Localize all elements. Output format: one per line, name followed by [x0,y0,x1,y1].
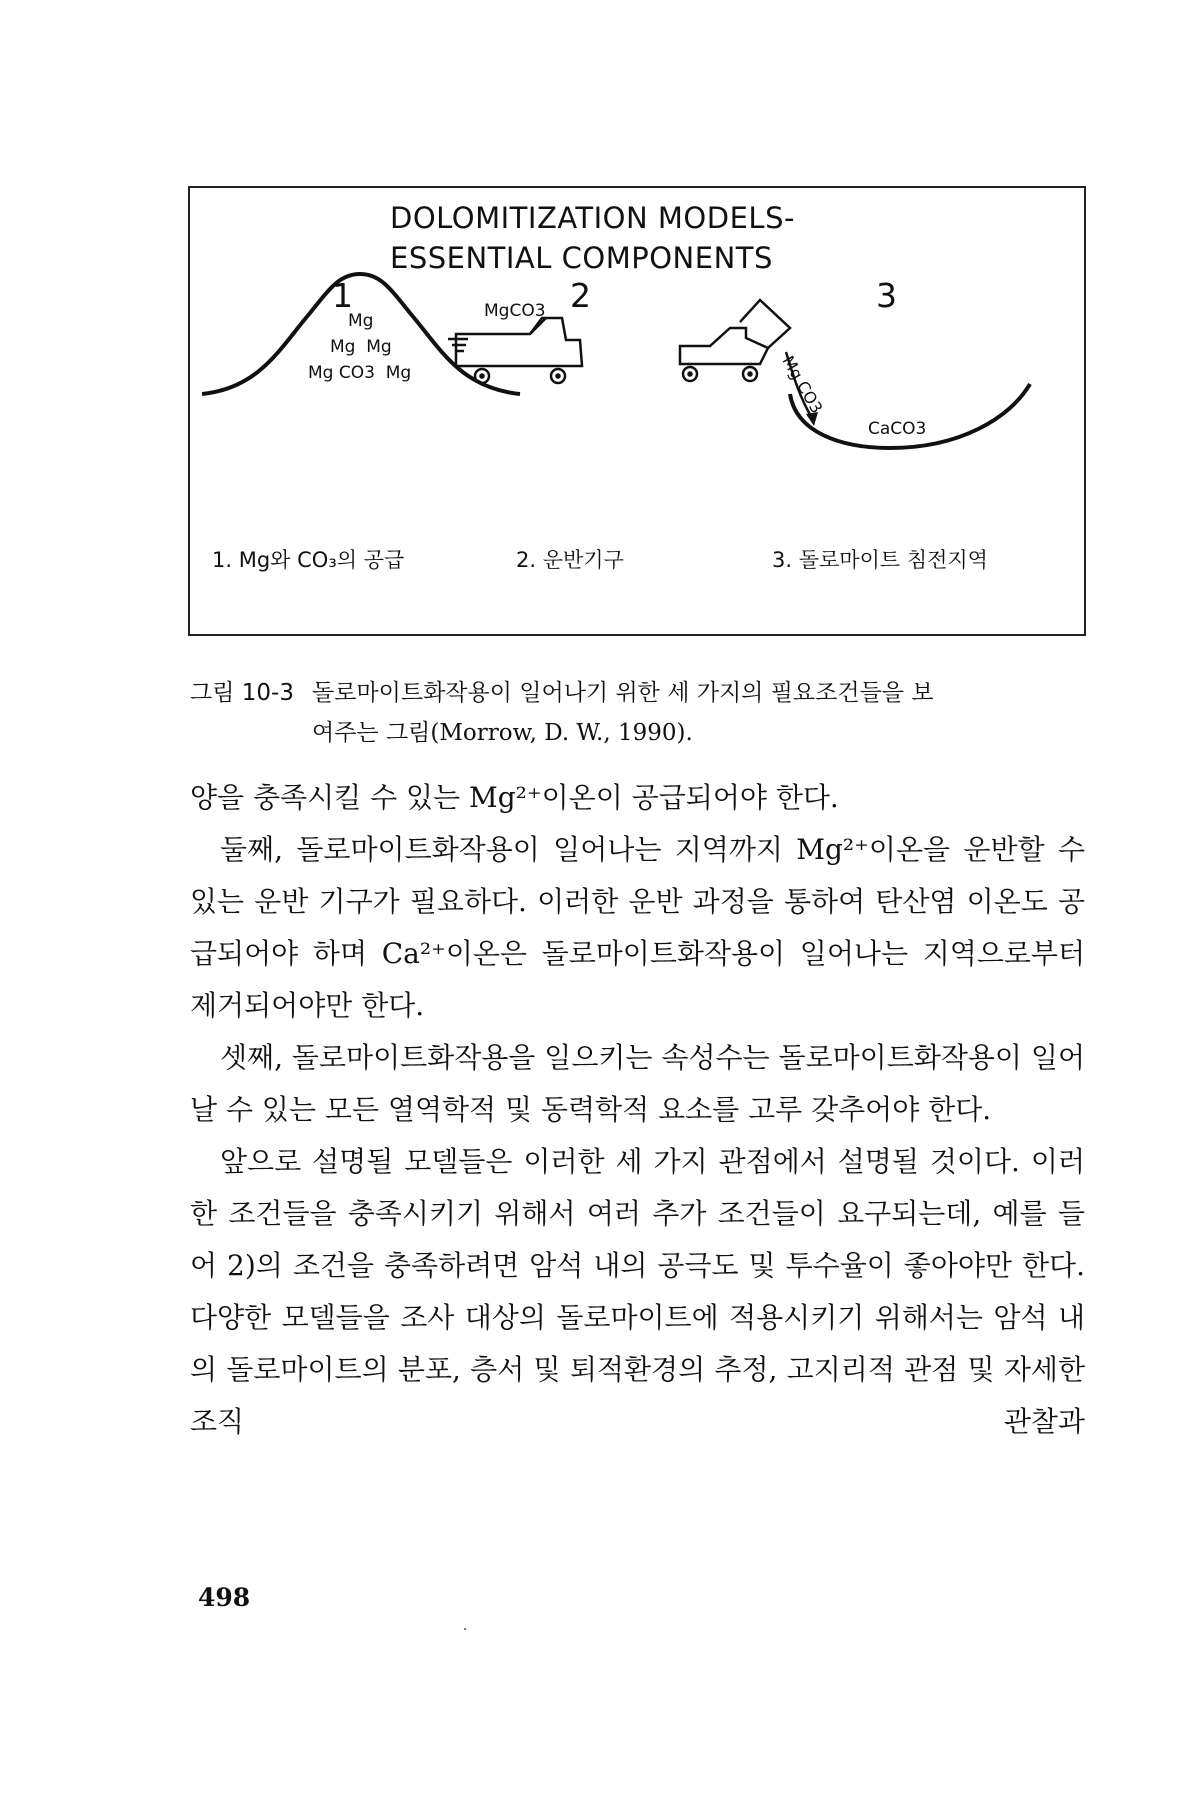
caption-reference: (Morrow, D. W., 1990). [430,720,693,746]
basin-label: CaCO3 [868,419,927,439]
figure-title: DOLOMITIZATION MODELS- ESSENTIAL COMPONENTS [390,201,795,275]
paragraph-3: 셋째, 돌로마이트화작용을 일으키는 속성수는 돌로마이트화작용이 일어날 수 있는 모든 열역학적 및 동력학적 요소를 고루 갖추어야 한다. [190,1041,1085,1126]
paragraph-1: 양을 충족시킬 수 있는 Mg²⁺이온이 공급되어야 한다. [190,781,839,814]
model-number-3: 3 [876,276,897,315]
mound-label-2: Mg Mg [330,337,392,357]
figure-caption-1: 1. Mg와 CO₃의 공급 [212,548,405,572]
transport-truck-icon [448,318,582,383]
dump-truck-icon [680,300,790,381]
figure-caption-3: 3. 돌로마이트 침전지역 [772,548,988,572]
model-number-1: 1 [332,276,353,315]
mound-label-3: Mg CO3 Mg [308,363,412,383]
mound-label-1: Mg [348,311,374,331]
caption-text-line1: 돌로마이트화작용이 일어나기 위한 세 가지의 필요조건들을 보 [312,680,934,706]
model-number-2: 2 [570,276,591,315]
page-number: 498 [198,1583,251,1612]
caption-text-line2: 여주는 그림 [312,720,431,746]
paragraph-2: 둘째, 돌로마이트화작용이 일어나는 지역까지 Mg²⁺이온을 운반할 수 있는 운반 기구가 필요하다. 이러한 운반 과정을 통하여 탄산염 이온도 공급되어야 하며 Ca²⁺이온은 돌로마이트화작용이 일어나는 지역으로부터 제거되어야만 한다. [190,833,1085,1022]
scan-speck [464,1628,466,1630]
figure-label: 그림 10-3 [190,680,294,706]
stream-label: Mg CO3 [778,352,827,417]
body-text [190,772,1085,1448]
figure-caption [190,673,1095,753]
figure-box [188,186,1086,636]
truck-label: MgCO3 [484,301,546,321]
figure-caption-2: 2. 운반기구 [516,548,624,572]
paragraph-4: 앞으로 설명될 모델들은 이러한 세 가지 관점에서 설명될 것이다. 이러한 조건들을 충족시키기 위해서 여러 추가 조건들이 요구되는데, 예를 들어 2)의 조건을 충족하려면 암석 내의 공극도 및 투수율이 좋아야만 한다. 다양한 모델들을 조사 대상의 돌로마이트에 적용시키기 위해서는 암석 내의 돌로마이트의 분포, 층서 및 퇴적환경의 추정, 고지리적 관점 및 자세한 조직 관찰과 [190,1145,1085,1438]
